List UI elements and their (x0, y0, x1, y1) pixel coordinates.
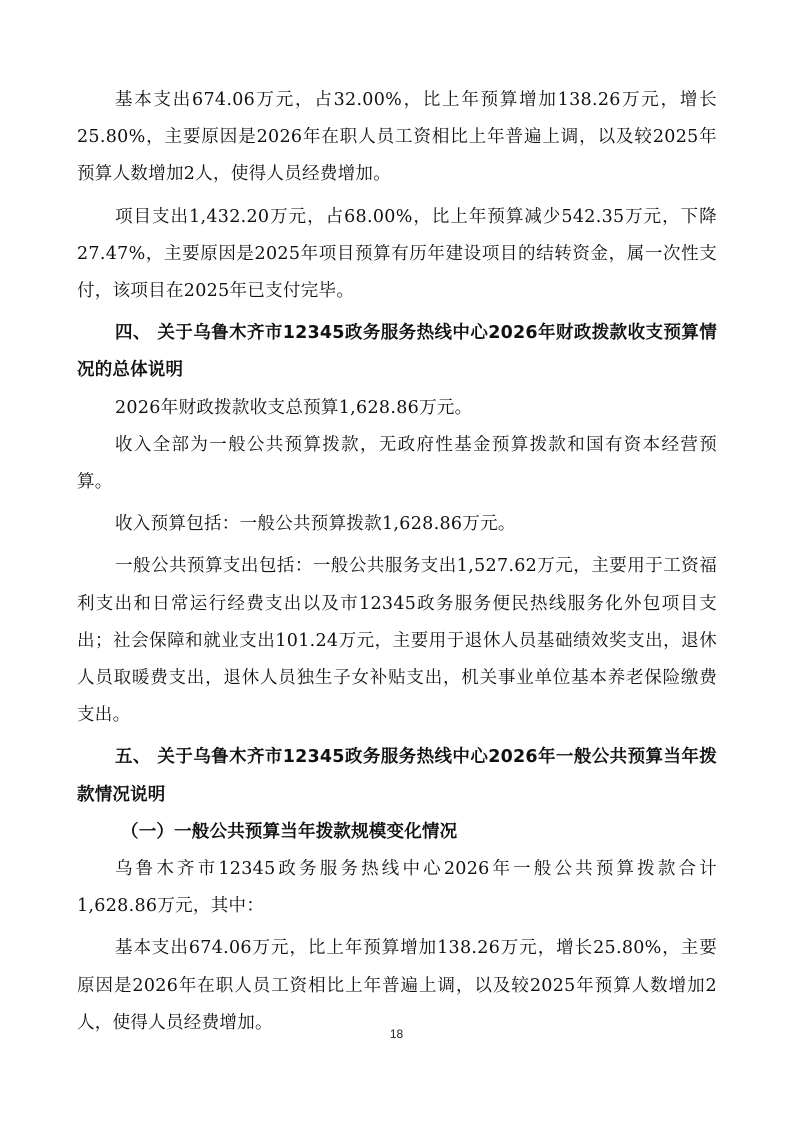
paragraph-basic-expenditure: 基本支出674.06万元，占32.00%，比上年预算增加138.26万元，增长25.80%，主要原因是2026年在职人员工资相比上年普遍上调，以及较2025年预算人数增加2人，使得人员经费增加。 (77, 90, 717, 185)
paragraph-income-budget: 收入预算包括：一般公共预算拨款1,628.86万元。 (115, 514, 516, 535)
paragraph-total-budget: 2026年财政拨款收支总预算1,628.86万元。 (115, 397, 473, 418)
paragraph-general-budget-total: 乌鲁木齐市12345政务服务热线中心2026年一般公共预算拨款合计1,628.86万元，其中： (77, 859, 717, 917)
subsection-heading-1: （一）一般公共预算当年拨款规模变化情况 (121, 821, 458, 842)
page-number: 18 (389, 1027, 404, 1041)
paragraph-income-source: 收入全部为一般公共预算拨款，无政府性基金预算拨款和国有资本经营预算。 (77, 434, 717, 493)
page-content (77, 82, 717, 1042)
section-heading-4: 四、 关于乌鲁木齐市12345政务服务热线中心2026年财政拨款收支预算情况的总体说明 (77, 323, 717, 381)
paragraph-basic-expenditure-change: 基本支出674.06万元，比上年预算增加138.26万元，增长25.80%，主要原因是2026年在职人员工资相比上年普遍上调，以及较2025年预算人数增加2人，使得人员经费增加。 (77, 938, 717, 1033)
paragraph-project-expenditure: 项目支出1,432.20万元，占68.00%，比上年预算减少542.35万元，下降27.47%，主要原因是2025年项目预算有历年建设项目的结转资金，属一次性支付，该项目在2025年已支付完毕。 (77, 206, 717, 302)
paragraph-expenditure-breakdown: 一般公共预算支出包括：一般公共服务支出1,527.62万元，主要用于工资福利支出和日常运行经费支出以及市12345政务服务便民热线服务化外包项目支出；社会保障和就业支出101.24万元，主要用于退休人员基础绩效奖支出，退休人员取暖费支出，退休人员独生子女补贴支出，机关事业单位基本养老保险缴费支出。 (77, 556, 717, 726)
section-heading-5: 五、 关于乌鲁木齐市12345政务服务热线中心2026年一般公共预算当年拨款情况说明 (77, 747, 717, 805)
